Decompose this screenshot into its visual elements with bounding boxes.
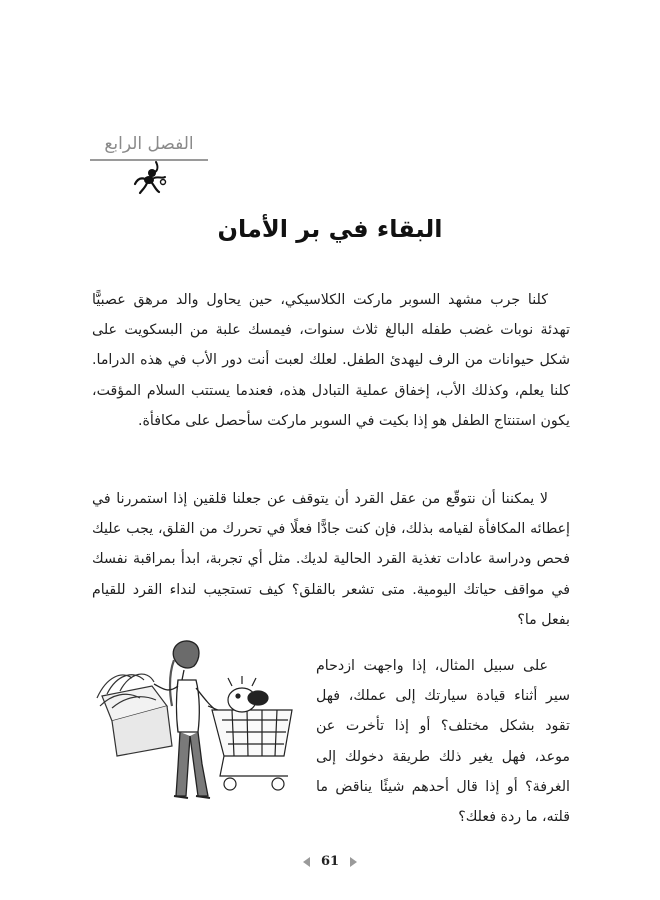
chapter-label: الفصل الرابع <box>104 134 194 154</box>
chapter-heading <box>90 133 208 161</box>
arrow-right-icon <box>350 857 357 867</box>
paragraph-1: كلنا جرب مشهد السوبر ماركت الكلاسيكي، حين يحاول والد مرهق عصبيًّا تهدئة نوبات غضب طفله البالغ ثلاث سنوات، فيمسك علبة من البسكويت على شكل حيوانات من الرف ليهدئ الطفل. لعلك لعبت أنت دور الأب في هذه الدراما. كلنا يعلم، وكذلك الأب، إخفاق عملية التبادل هذه، فعندما يستتب السلام المؤقت، يكون استنتاج الطفل هو إذا بكيت في السوبر ماركت سأحصل على مكافأة. <box>92 292 570 429</box>
shopping-cart <box>208 706 292 790</box>
arrow-left-icon <box>303 857 310 867</box>
paragraph-3: على سبيل المثال، إذا واجهت ازدحام سير أثناء قيادة سيارتك إلى عملك، فهل تقود بشكل مختلف؟ أو إذا تأخرت عن موعد، فهل يغير ذلك طريقة دخولك إلى الغرفة؟ أو إذا قال أحدهم شيئًا يناقض ما قلته، ما ردة فعلك؟ <box>316 658 570 826</box>
dog-in-cart <box>228 676 268 712</box>
shopping-illustration <box>92 636 320 811</box>
page-number-text: 61 <box>320 854 340 869</box>
paragraph-2: لا يمكننا أن نتوقّع من عقل القرد أن يتوقف عن جعلنا قلقين إذا استمررنا في إعطائه المكافأة لقيامه بذلك، فإن كنت جادًّا فعلًا في تحررك من القلق، يجب عليك فحص ودراسة عادات تغذية القرد الحالية لديك. مثل أي تجربة، ابدأ بمراقبة نفسك في مواقف حياتك اليومية. متى تشعر بالقلق؟ كيف تستجيب لنداء القرد للقيام بفعل ما؟ <box>92 491 570 628</box>
page-number <box>0 854 660 869</box>
produce-shelf <box>97 674 172 756</box>
chapter-title: البقاء في بر الأمان <box>217 215 443 243</box>
monkey-icon <box>132 160 168 196</box>
